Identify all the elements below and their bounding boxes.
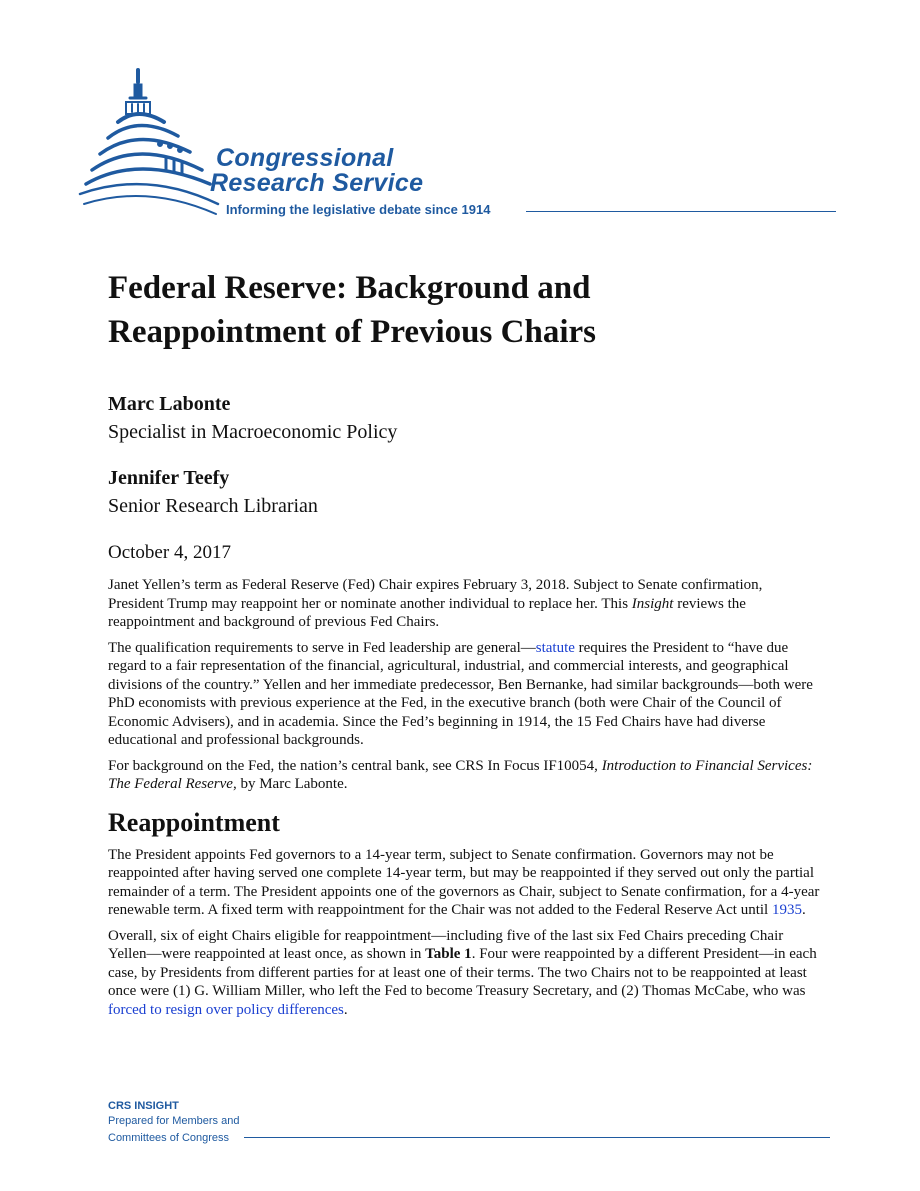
header-rule [526,211,836,212]
publication-date: October 4, 2017 [108,542,231,563]
text: Overall, six of eight Chairs eligible for reappointment—including five of the last six Fed Chairs preceding Chair Yellen—were reappointed at least once, as shown in [108,927,784,962]
footer-line-1: Prepared for Members and [108,1115,240,1127]
title-line-2: Reappointment of Previous Chairs [108,314,596,350]
title-line-1: Federal Reserve: Background and [108,270,591,306]
text: requires the President to “have due regard to a fair representation of the financial, agricultural, industrial, and commercial interests, and geographical divisions of the country.” Yellen and her immediate predecessor, Ben Bernanke, had similar backgrounds—both were PhD economists with previous experience at the Fed, in the executive branch (both were Chair of the Council of Economic Advisers), and in academia. Since the Fed’s beginning in 1914, the 15 Fed Chairs have had diverse educational and professional backgrounds. [108,639,813,748]
text: . [801,902,806,918]
author-name: Jennifer Teefy [108,467,230,489]
text: . Four were reappointed by a different President—in each case, by Presidents from different parties for at least one of their terms. The two Chairs not to be reappointed at least once were (1) G. William Miller, who left the Fed to become Treasury Secretary, and (2) Thomas McCabe, who was [108,946,817,999]
forced-to-resign-link[interactable]: forced to resign over policy differences [108,1001,344,1018]
text: Janet Yellen’s term as Federal Reserve (Fed) Chair expires February 3, 2018. Subject to Senate confirmation, President Trump may reappoint her or nominate another individual to replace her. This [108,577,763,612]
text: reviews the reappointment and background of previous Fed Chairs. [108,595,746,630]
capitol-dome-icon [78,66,228,226]
article-body [108,576,820,1026]
paragraph [108,846,820,920]
paragraph [108,927,820,1020]
text: The qualification requirements to serve in Fed leadership are general— [108,639,536,656]
crs-wordmark [210,144,424,197]
author-name: Marc Labonte [108,393,231,415]
crs-logo [78,66,838,226]
text: The President appoints Fed governors to a 14-year term, subject to Senate confirmation. Governors may not be reappointed after having served one complete 14-year term, but may be reappointed if they served out only the partial remainder of a term. The President appoints one of the governors as Chair, subject to Senate confirmation, for a 4-year renewable term. A fixed term with reappointment for the Chair was not added to the Federal Reserve Act until [108,846,820,918]
footer-rule [244,1137,830,1138]
author-role: Specialist in Macroeconomic Policy [108,421,398,443]
report-title: Introduction to Financial Services: The Federal Reserve [108,757,813,792]
wordmark-line-2: Research Service [210,169,424,197]
crs-insight-label: CRS INSIGHT [108,1100,179,1112]
1935-link[interactable]: 1935 [771,902,802,918]
author-role: Senior Research Librarian [108,495,318,517]
wordmark-line-1: Congressional [216,144,394,172]
footer [108,1099,239,1147]
text: . [343,1001,348,1018]
publication-type: Insight [631,595,674,612]
paragraph [108,757,820,794]
footer-line-2: Committees of Congress [108,1132,230,1144]
paragraph [108,639,820,750]
paragraph [108,576,820,632]
text: , by Marc Labonte. [232,776,348,792]
section-heading: Reappointment [108,807,280,837]
crs-tagline: Informing the legislative debate since 1914 [226,202,491,217]
table-reference: Table 1 [425,946,472,962]
text: For background on the Fed, the nation’s central bank, see CRS In Focus IF10054, [108,757,602,774]
statute-link[interactable]: statute [535,639,575,656]
document-title [108,266,828,354]
